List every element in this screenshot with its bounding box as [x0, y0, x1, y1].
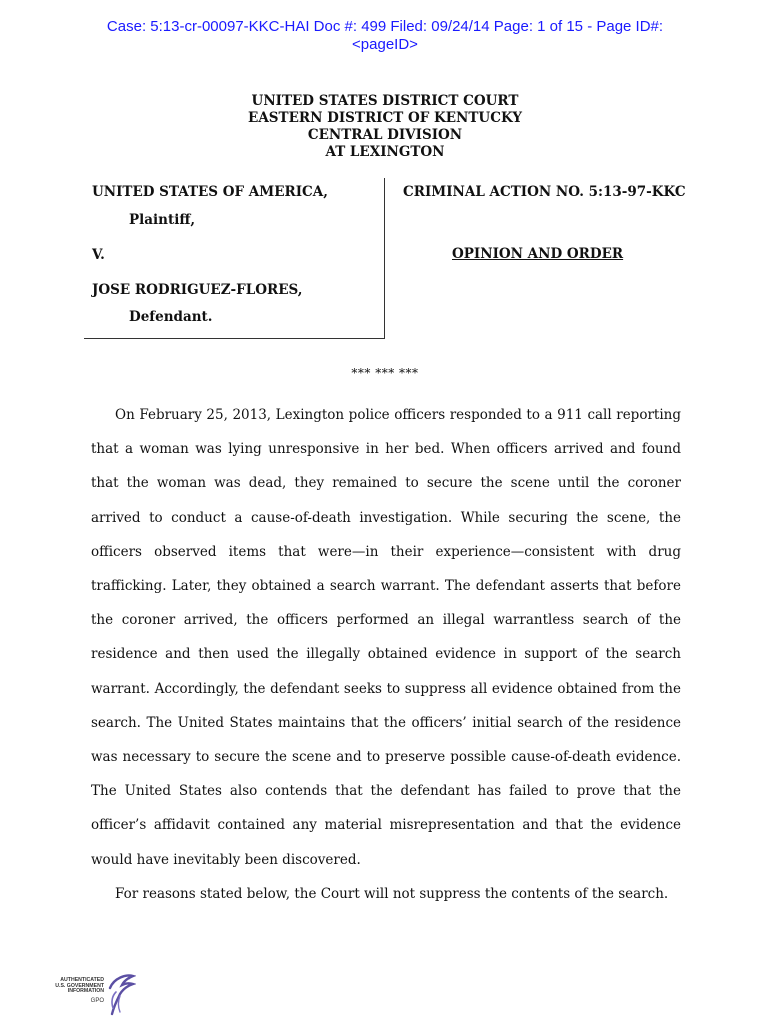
criminal-action-number: CRIMINAL ACTION NO. 5:13-97-KKC — [403, 184, 686, 200]
plaintiff-name: UNITED STATES OF AMERICA, — [92, 184, 328, 200]
court-district: EASTERN DISTRICT OF KENTUCKY — [248, 110, 522, 126]
opinion-body — [91, 398, 681, 911]
gpo-logo-text — [44, 978, 104, 995]
gpo-label: GPO — [90, 998, 104, 1004]
plaintiff-role: Plaintiff, — [129, 212, 196, 228]
gpo-authentication-logo — [44, 970, 134, 1018]
defendant-role: Defendant. — [129, 309, 213, 325]
section-separator: *** *** *** — [351, 366, 419, 380]
page-id-line: <pageID> — [352, 36, 418, 53]
body-paragraph: On February 25, 2013, Lexington police officers responded to a 911 call reporting that a woman was lying unresponsive in her bed. When officers arrived and found that the woman was dead, they remained to secure the scene until the coroner arrived to conduct a cause-of-death investigation. While securing the scene, the officers observed items that were—in their experience—consistent with drug trafficking. Later, they obtained a search warrant. The defendant asserts that before the coroner arrived, the officers performed an illegal warrantless search of the residence and then used the illegally obtained evidence in support of the search warrant. Accordingly, the defendant seeks to suppress all evidence obtained from the search. The United States maintains that the officers’ initial search of the residence was necessary to secure the scene and to preserve possible cause-of-death evidence. The United States also contends that the defendant has failed to prove that the officer’s affidavit contained any material misrepresentation and that the evidence would have inevitably been discovered. — [91, 407, 681, 868]
case-header-stamp — [0, 18, 770, 54]
gpo-text-line: AUTHENTICATED — [60, 977, 104, 983]
gpo-eagle-icon — [102, 970, 136, 1018]
court-location: AT LEXINGTON — [325, 144, 445, 160]
court-heading — [0, 93, 770, 161]
gpo-text-line: INFORMATION — [67, 988, 104, 995]
gpo-text-line: U.S. GOVERNMENT — [55, 982, 104, 989]
defendant-name: JOSE RODRIGUEZ-FLORES, — [92, 282, 303, 298]
court-name: UNITED STATES DISTRICT COURT — [251, 93, 519, 109]
case-header-line: Case: 5:13-cr-00097-KKC-HAI Doc #: 499 Filed: 09/24/14 Page: 1 of 15 - Page ID#: — [106, 18, 664, 35]
court-division: CENTRAL DIVISION — [307, 127, 463, 143]
body-paragraph: For reasons stated below, the Court will not suppress the contents of the search. — [115, 885, 669, 902]
document-title: OPINION AND ORDER — [452, 246, 624, 262]
versus-label: V. — [92, 247, 105, 263]
case-caption-parties — [84, 178, 385, 339]
